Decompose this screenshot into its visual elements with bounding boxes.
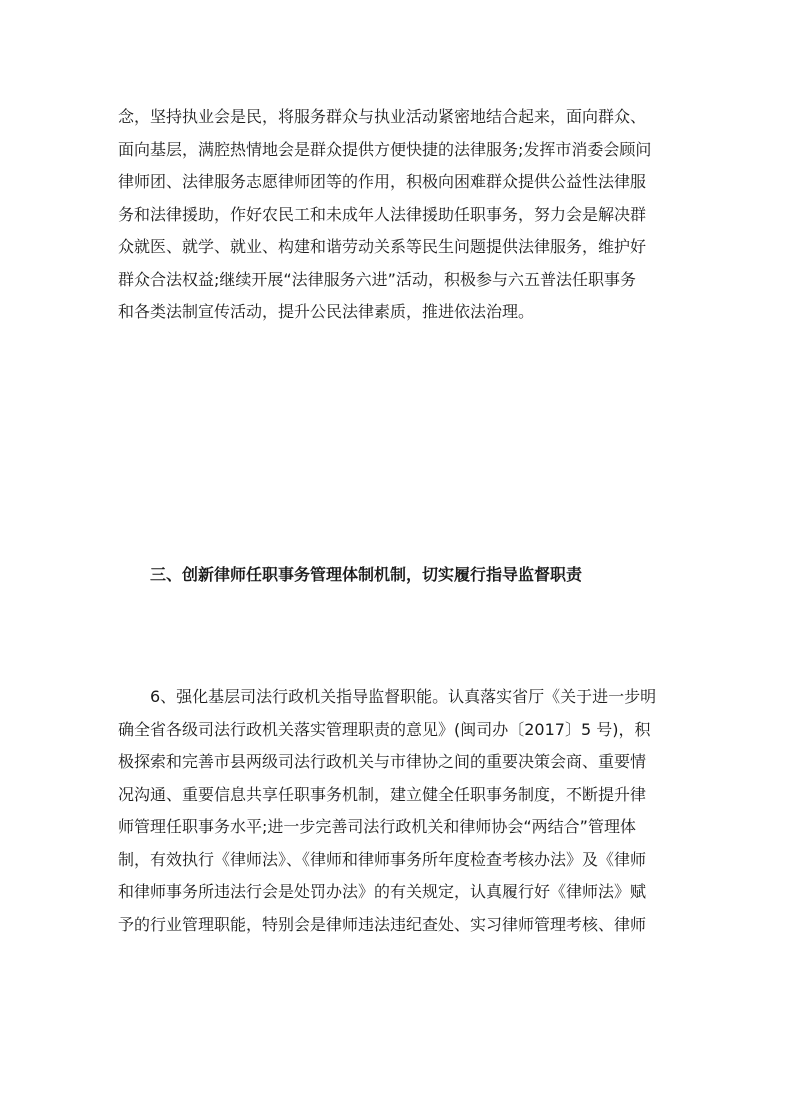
section-heading: 三、创新律师任职事务管理体制机制，切实履行指导监督职责 [150, 565, 583, 584]
paragraph-line: 制，有效执行《律师法》、《律师和律师事务所年度检查考核办法》及《律师 [118, 849, 647, 869]
paragraph-1 [118, 101, 678, 329]
paragraph-line: 6、强化基层司法行政机关指导监督职能。认真落实省厅《关于进一步明 [150, 687, 657, 706]
paragraph-2 [118, 681, 678, 941]
paragraph-line: 众就医、就学、就业、构建和谐劳动关系等民生问题提供法律服务，维护好 [118, 237, 647, 256]
paragraph-line: 律师团、法律服务志愿律师团等的作用，积极向困难群众提供公益性法律服 [118, 172, 647, 191]
paragraph-line: 群众合法权益;继续开展“法律服务六进”活动，积极参与六五普法任职事务 [118, 269, 636, 289]
paragraph-line: 况沟通、重要信息共享任职事务机制，建立健全任职事务制度，不断提升律 [118, 784, 647, 804]
paragraph-line: 和律师事务所违法行会是处罚办法》的有关规定，认真履行好《律师法》赋 [118, 882, 647, 901]
paragraph-line: 确全省各级司法行政机关落实管理职责的意见》(闽司办〔2017〕5 号)，积 [118, 719, 651, 739]
paragraph-line: 极探索和完善市县两级司法行政机关与市律协之间的重要决策会商、重要情 [118, 752, 647, 771]
paragraph-line: 务和法律援助，作好农民工和未成年人法律援助任职事务，努力会是解决群 [118, 204, 647, 224]
paragraph-line: 师管理任职事务水平;进一步完善司法行政机关和律师协会“两结合”管理体 [118, 817, 636, 836]
paragraph-line: 面向基层，满腔热情地会是群众提供方便快捷的法律服务;发挥市消委会顾问 [118, 139, 652, 159]
paragraph-line: 念，坚持执业会是民，将服务群众与执业活动紧密地结合起来，面向群众、 [118, 107, 647, 126]
paragraph-line: 予的行业管理职能，特别会是律师违法违纪查处、实习律师管理考核、律师 [118, 914, 647, 934]
paragraph-line: 和各类法制宣传活动，提升公民法律素质，推进依法治理。 [118, 302, 535, 321]
